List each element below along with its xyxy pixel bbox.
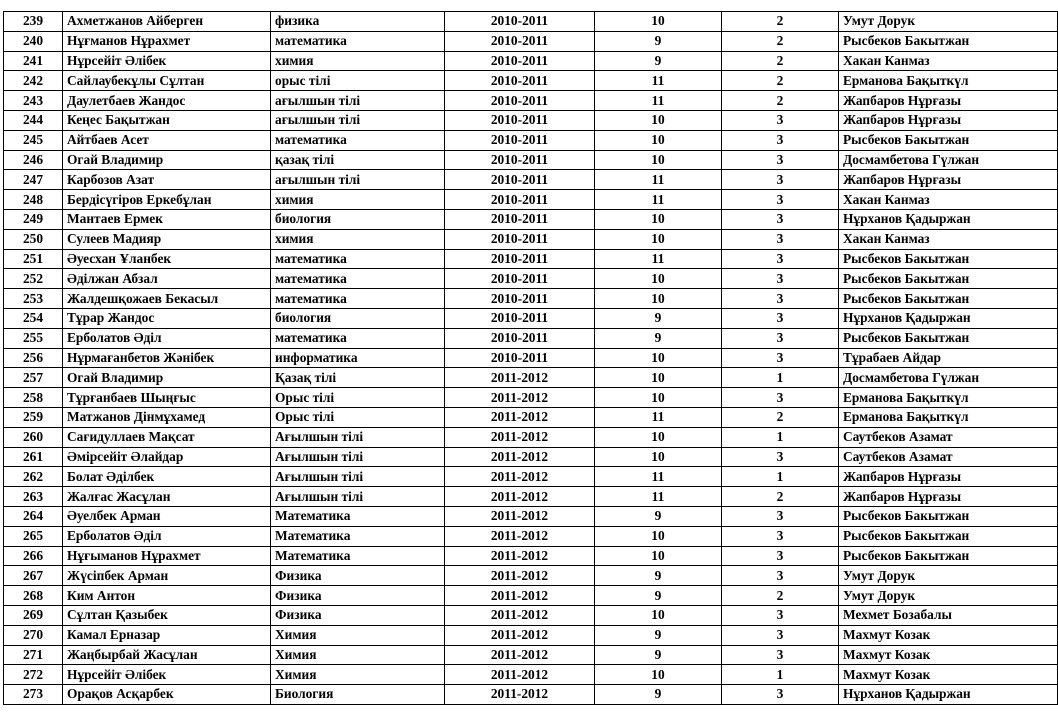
row-number-cell: 247 [4, 170, 63, 190]
teacher-name-cell: Нұрханов Қадыржан [839, 209, 1058, 229]
teacher-name-cell: Умут Дорук [839, 566, 1058, 586]
table-row [4, 348, 1058, 368]
teacher-name-cell: Жапбаров Нұрғазы [839, 110, 1058, 130]
teacher-name-cell: Жапбаров Нұрғазы [839, 170, 1058, 190]
school-year-cell: 2010-2011 [445, 328, 595, 348]
table-row [4, 685, 1058, 705]
school-year-cell: 2011-2012 [445, 407, 595, 427]
school-year-cell: 2011-2012 [445, 368, 595, 388]
place-cell: 3 [722, 526, 839, 546]
place-cell: 1 [722, 427, 839, 447]
student-name-cell: Айтбаев Асет [63, 130, 271, 150]
table-body [4, 12, 1058, 705]
place-cell: 3 [722, 645, 839, 665]
student-name-cell: Жалғас Жасұлан [63, 487, 271, 507]
place-cell: 2 [722, 31, 839, 51]
teacher-name-cell: Ерманова Бақыткүл [839, 388, 1058, 408]
grade-cell: 10 [595, 447, 722, 467]
row-number-cell: 254 [4, 308, 63, 328]
row-number-cell: 241 [4, 51, 63, 71]
subject-cell: Ағылшын тілі [271, 467, 445, 487]
grade-cell: 10 [595, 229, 722, 249]
teacher-name-cell: Хакан Канмаз [839, 51, 1058, 71]
table-row [4, 586, 1058, 606]
subject-cell: ағылшын тілі [271, 110, 445, 130]
row-number-cell: 253 [4, 289, 63, 309]
subject-cell: математика [271, 249, 445, 269]
table-row [4, 31, 1058, 51]
subject-cell: Ағылшын тілі [271, 447, 445, 467]
teacher-name-cell: Нұрханов Қадыржан [839, 685, 1058, 705]
teacher-name-cell: Рысбеков Бакытжан [839, 249, 1058, 269]
row-number-cell: 255 [4, 328, 63, 348]
school-year-cell: 2010-2011 [445, 348, 595, 368]
table-row [4, 51, 1058, 71]
table-row [4, 645, 1058, 665]
row-number-cell: 245 [4, 130, 63, 150]
place-cell: 3 [722, 605, 839, 625]
grade-cell: 10 [595, 289, 722, 309]
school-year-cell: 2010-2011 [445, 130, 595, 150]
grade-cell: 10 [595, 269, 722, 289]
row-number-cell: 261 [4, 447, 63, 467]
teacher-name-cell: Досмамбетова Гүлжан [839, 150, 1058, 170]
place-cell: 3 [722, 348, 839, 368]
student-name-cell: Карбозов Азат [63, 170, 271, 190]
place-cell: 2 [722, 12, 839, 32]
school-year-cell: 2011-2012 [445, 427, 595, 447]
subject-cell: Математика [271, 546, 445, 566]
grade-cell: 11 [595, 249, 722, 269]
grade-cell: 10 [595, 546, 722, 566]
school-year-cell: 2011-2012 [445, 467, 595, 487]
grade-cell: 9 [595, 645, 722, 665]
subject-cell: математика [271, 289, 445, 309]
student-name-cell: Жалдешқожаев Бекасыл [63, 289, 271, 309]
place-cell: 3 [722, 269, 839, 289]
subject-cell: математика [271, 269, 445, 289]
subject-cell: биология [271, 308, 445, 328]
subject-cell: ағылшын тілі [271, 170, 445, 190]
teacher-name-cell: Махмут Козак [839, 625, 1058, 645]
place-cell: 3 [722, 308, 839, 328]
school-year-cell: 2010-2011 [445, 308, 595, 328]
school-year-cell: 2010-2011 [445, 209, 595, 229]
school-year-cell: 2010-2011 [445, 150, 595, 170]
grade-cell: 10 [595, 348, 722, 368]
teacher-name-cell: Рысбеков Бакытжан [839, 130, 1058, 150]
row-number-cell: 273 [4, 685, 63, 705]
row-number-cell: 256 [4, 348, 63, 368]
teacher-name-cell: Тұрабаев Айдар [839, 348, 1058, 368]
school-year-cell: 2011-2012 [445, 526, 595, 546]
subject-cell: Қазақ тілі [271, 368, 445, 388]
subject-cell: Химия [271, 645, 445, 665]
place-cell: 1 [722, 665, 839, 685]
row-number-cell: 260 [4, 427, 63, 447]
row-number-cell: 259 [4, 407, 63, 427]
place-cell: 3 [722, 447, 839, 467]
subject-cell: Биология [271, 685, 445, 705]
table-row [4, 289, 1058, 309]
row-number-cell: 239 [4, 12, 63, 32]
table-row [4, 506, 1058, 526]
table-row [4, 328, 1058, 348]
row-number-cell: 263 [4, 487, 63, 507]
place-cell: 3 [722, 289, 839, 309]
student-name-cell: Жүсіпбек Арман [63, 566, 271, 586]
grade-cell: 9 [595, 308, 722, 328]
student-name-cell: Нұғманов Нұрахмет [63, 31, 271, 51]
row-number-cell: 266 [4, 546, 63, 566]
teacher-name-cell: Махмут Козак [839, 665, 1058, 685]
row-number-cell: 240 [4, 31, 63, 51]
row-number-cell: 252 [4, 269, 63, 289]
grade-cell: 10 [595, 665, 722, 685]
place-cell: 1 [722, 467, 839, 487]
subject-cell: информатика [271, 348, 445, 368]
teacher-name-cell: Умут Дорук [839, 12, 1058, 32]
school-year-cell: 2010-2011 [445, 170, 595, 190]
student-name-cell: Сағидуллаев Мақсат [63, 427, 271, 447]
row-number-cell: 272 [4, 665, 63, 685]
student-name-cell: Ерболатов Әділ [63, 526, 271, 546]
teacher-name-cell: Ерманова Бақыткүл [839, 407, 1058, 427]
school-year-cell: 2010-2011 [445, 289, 595, 309]
school-year-cell: 2011-2012 [445, 566, 595, 586]
student-name-cell: Огай Владимир [63, 368, 271, 388]
grade-cell: 10 [595, 209, 722, 229]
student-name-cell: Әмірсейіт Әлайдар [63, 447, 271, 467]
student-name-cell: Болат Әділбек [63, 467, 271, 487]
place-cell: 3 [722, 249, 839, 269]
grade-cell: 11 [595, 71, 722, 91]
teacher-name-cell: Саутбеков Азамат [839, 447, 1058, 467]
grade-cell: 11 [595, 190, 722, 210]
school-year-cell: 2010-2011 [445, 110, 595, 130]
table-row [4, 12, 1058, 32]
row-number-cell: 246 [4, 150, 63, 170]
subject-cell: биология [271, 209, 445, 229]
student-name-cell: Мантаев Ермек [63, 209, 271, 229]
grade-cell: 10 [595, 110, 722, 130]
grade-cell: 9 [595, 31, 722, 51]
teacher-name-cell: Жапбаров Нұрғазы [839, 467, 1058, 487]
grade-cell: 9 [595, 625, 722, 645]
row-number-cell: 257 [4, 368, 63, 388]
grade-cell: 11 [595, 407, 722, 427]
table-row [4, 229, 1058, 249]
student-name-cell: Нұғыманов Нұрахмет [63, 546, 271, 566]
table-row [4, 487, 1058, 507]
subject-cell: Физика [271, 586, 445, 606]
subject-cell: математика [271, 31, 445, 51]
place-cell: 3 [722, 110, 839, 130]
place-cell: 2 [722, 71, 839, 91]
table-row [4, 546, 1058, 566]
table-row [4, 427, 1058, 447]
school-year-cell: 2010-2011 [445, 229, 595, 249]
place-cell: 3 [722, 625, 839, 645]
grade-cell: 11 [595, 487, 722, 507]
teacher-name-cell: Рысбеков Бакытжан [839, 289, 1058, 309]
place-cell: 3 [722, 685, 839, 705]
table-row [4, 150, 1058, 170]
place-cell: 3 [722, 388, 839, 408]
row-number-cell: 269 [4, 605, 63, 625]
grade-cell: 11 [595, 467, 722, 487]
table-row [4, 467, 1058, 487]
row-number-cell: 262 [4, 467, 63, 487]
grade-cell: 11 [595, 170, 722, 190]
school-year-cell: 2011-2012 [445, 665, 595, 685]
place-cell: 3 [722, 170, 839, 190]
school-year-cell: 2011-2012 [445, 487, 595, 507]
table-row [4, 368, 1058, 388]
school-year-cell: 2010-2011 [445, 190, 595, 210]
row-number-cell: 248 [4, 190, 63, 210]
grade-cell: 10 [595, 605, 722, 625]
subject-cell: ағылшын тілі [271, 91, 445, 111]
row-number-cell: 270 [4, 625, 63, 645]
student-name-cell: Огай Владимир [63, 150, 271, 170]
row-number-cell: 267 [4, 566, 63, 586]
student-name-cell: Даулетбаев Жандос [63, 91, 271, 111]
student-name-cell: Ким Антон [63, 586, 271, 606]
grade-cell: 10 [595, 526, 722, 546]
table-row [4, 308, 1058, 328]
table-row [4, 249, 1058, 269]
teacher-name-cell: Ерманова Бақыткүл [839, 71, 1058, 91]
school-year-cell: 2011-2012 [445, 645, 595, 665]
teacher-name-cell: Хакан Канмаз [839, 229, 1058, 249]
grade-cell: 9 [595, 51, 722, 71]
subject-cell: Орыс тілі [271, 407, 445, 427]
subject-cell: Химия [271, 665, 445, 685]
school-year-cell: 2011-2012 [445, 506, 595, 526]
teacher-name-cell: Хакан Канмаз [839, 190, 1058, 210]
subject-cell: Математика [271, 526, 445, 546]
school-year-cell: 2010-2011 [445, 31, 595, 51]
grade-cell: 9 [595, 506, 722, 526]
place-cell: 3 [722, 150, 839, 170]
row-number-cell: 265 [4, 526, 63, 546]
place-cell: 2 [722, 407, 839, 427]
teacher-name-cell: Рысбеков Бакытжан [839, 31, 1058, 51]
school-year-cell: 2010-2011 [445, 249, 595, 269]
school-year-cell: 2010-2011 [445, 12, 595, 32]
table-row [4, 71, 1058, 91]
table-row [4, 130, 1058, 150]
row-number-cell: 243 [4, 91, 63, 111]
teacher-name-cell: Мехмет Бозабалы [839, 605, 1058, 625]
olympiad-results-table [3, 11, 1058, 705]
place-cell: 3 [722, 566, 839, 586]
table-row [4, 209, 1058, 229]
subject-cell: Ағылшын тілі [271, 427, 445, 447]
student-name-cell: Камал Ерназар [63, 625, 271, 645]
grade-cell: 10 [595, 427, 722, 447]
row-number-cell: 242 [4, 71, 63, 91]
table-row [4, 447, 1058, 467]
row-number-cell: 251 [4, 249, 63, 269]
table-row [4, 91, 1058, 111]
grade-cell: 11 [595, 91, 722, 111]
subject-cell: физика [271, 12, 445, 32]
student-name-cell: Тұрғанбаев Шыңғыс [63, 388, 271, 408]
student-name-cell: Сайлаубекұлы Сұлтан [63, 71, 271, 91]
student-name-cell: Нұрсейіт Әлібек [63, 51, 271, 71]
place-cell: 2 [722, 487, 839, 507]
student-name-cell: Сұлтан Қазыбек [63, 605, 271, 625]
grade-cell: 9 [595, 685, 722, 705]
row-number-cell: 268 [4, 586, 63, 606]
place-cell: 3 [722, 130, 839, 150]
student-name-cell: Матжанов Дінмұхамед [63, 407, 271, 427]
row-number-cell: 250 [4, 229, 63, 249]
table-row [4, 388, 1058, 408]
table-row [4, 566, 1058, 586]
place-cell: 3 [722, 190, 839, 210]
student-name-cell: Тұрар Жандос [63, 308, 271, 328]
subject-cell: Математика [271, 506, 445, 526]
student-name-cell: Нұрсейіт Әлібек [63, 665, 271, 685]
grade-cell: 9 [595, 586, 722, 606]
school-year-cell: 2010-2011 [445, 71, 595, 91]
school-year-cell: 2011-2012 [445, 586, 595, 606]
student-name-cell: Әуелбек Арман [63, 506, 271, 526]
subject-cell: химия [271, 51, 445, 71]
table-row [4, 526, 1058, 546]
table-row [4, 110, 1058, 130]
table-row [4, 170, 1058, 190]
student-name-cell: Әділжан Абзал [63, 269, 271, 289]
student-name-cell: Бердісүгіров Еркебұлан [63, 190, 271, 210]
table-row [4, 190, 1058, 210]
teacher-name-cell: Жапбаров Нұрғазы [839, 487, 1058, 507]
subject-cell: орыс тілі [271, 71, 445, 91]
grade-cell: 10 [595, 130, 722, 150]
student-name-cell: Әуесхан Ұланбек [63, 249, 271, 269]
school-year-cell: 2011-2012 [445, 685, 595, 705]
place-cell: 2 [722, 51, 839, 71]
place-cell: 1 [722, 368, 839, 388]
school-year-cell: 2010-2011 [445, 269, 595, 289]
subject-cell: қазақ тілі [271, 150, 445, 170]
school-year-cell: 2011-2012 [445, 388, 595, 408]
grade-cell: 10 [595, 150, 722, 170]
grade-cell: 10 [595, 12, 722, 32]
subject-cell: химия [271, 229, 445, 249]
place-cell: 3 [722, 328, 839, 348]
student-name-cell: Кеңес Бақытжан [63, 110, 271, 130]
table-row [4, 605, 1058, 625]
teacher-name-cell: Умут Дорук [839, 586, 1058, 606]
teacher-name-cell: Жапбаров Нұрғазы [839, 91, 1058, 111]
table-row [4, 269, 1058, 289]
subject-cell: Химия [271, 625, 445, 645]
grade-cell: 9 [595, 328, 722, 348]
subject-cell: математика [271, 130, 445, 150]
school-year-cell: 2011-2012 [445, 625, 595, 645]
row-number-cell: 244 [4, 110, 63, 130]
grade-cell: 9 [595, 566, 722, 586]
subject-cell: Орыс тілі [271, 388, 445, 408]
place-cell: 3 [722, 229, 839, 249]
place-cell: 2 [722, 586, 839, 606]
student-name-cell: Жаңбырбай Жасұлан [63, 645, 271, 665]
row-number-cell: 249 [4, 209, 63, 229]
teacher-name-cell: Рысбеков Бакытжан [839, 269, 1058, 289]
place-cell: 3 [722, 506, 839, 526]
grade-cell: 10 [595, 388, 722, 408]
place-cell: 2 [722, 91, 839, 111]
subject-cell: Ағылшын тілі [271, 487, 445, 507]
school-year-cell: 2010-2011 [445, 91, 595, 111]
place-cell: 3 [722, 209, 839, 229]
row-number-cell: 271 [4, 645, 63, 665]
teacher-name-cell: Махмут Козак [839, 645, 1058, 665]
school-year-cell: 2011-2012 [445, 546, 595, 566]
teacher-name-cell: Рысбеков Бакытжан [839, 506, 1058, 526]
subject-cell: математика [271, 328, 445, 348]
student-name-cell: Ерболатов Әділ [63, 328, 271, 348]
subject-cell: Физика [271, 605, 445, 625]
student-name-cell: Нұрмағанбетов Жәнібек [63, 348, 271, 368]
teacher-name-cell: Рысбеков Бакытжан [839, 328, 1058, 348]
school-year-cell: 2011-2012 [445, 447, 595, 467]
student-name-cell: Орақов Асқарбек [63, 685, 271, 705]
table-row [4, 407, 1058, 427]
table-row [4, 625, 1058, 645]
table-row [4, 665, 1058, 685]
student-name-cell: Ахметжанов Айберген [63, 12, 271, 32]
row-number-cell: 258 [4, 388, 63, 408]
subject-cell: Физика [271, 566, 445, 586]
place-cell: 3 [722, 546, 839, 566]
teacher-name-cell: Досмамбетова Гүлжан [839, 368, 1058, 388]
school-year-cell: 2010-2011 [445, 51, 595, 71]
school-year-cell: 2011-2012 [445, 605, 595, 625]
teacher-name-cell: Рысбеков Бакытжан [839, 546, 1058, 566]
subject-cell: химия [271, 190, 445, 210]
row-number-cell: 264 [4, 506, 63, 526]
student-name-cell: Сулеев Мадияр [63, 229, 271, 249]
grade-cell: 10 [595, 368, 722, 388]
teacher-name-cell: Нұрханов Қадыржан [839, 308, 1058, 328]
teacher-name-cell: Рысбеков Бакытжан [839, 526, 1058, 546]
teacher-name-cell: Саутбеков Азамат [839, 427, 1058, 447]
